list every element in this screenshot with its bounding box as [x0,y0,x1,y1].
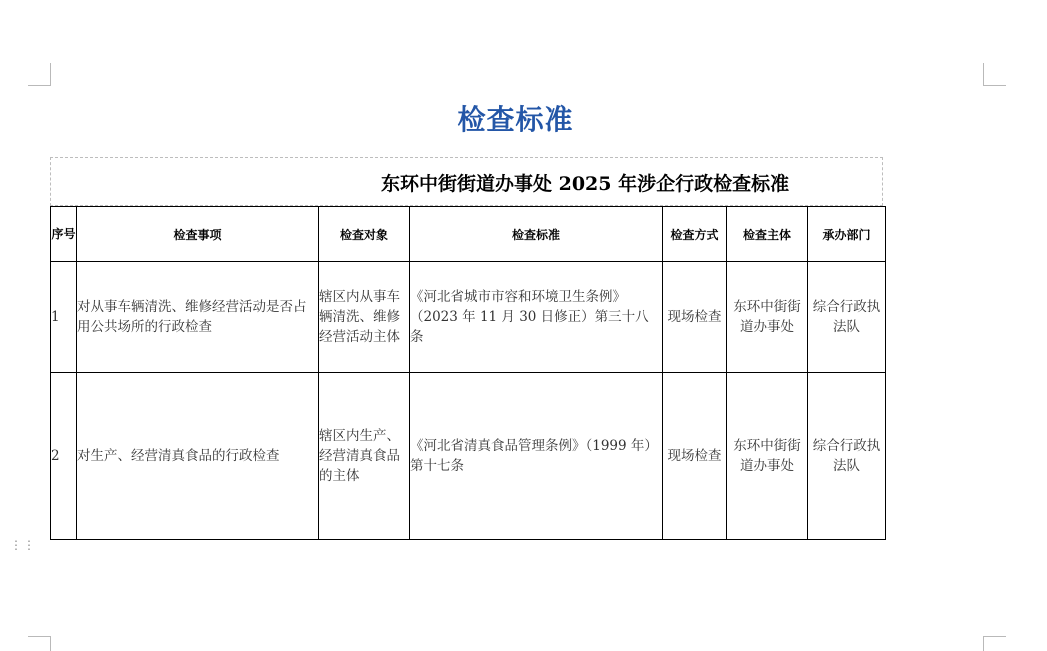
header-subject[interactable]: 检查主体 [727,207,808,262]
table-caption: 东环中街街道办事处 2025 年涉企行政检查标准 [381,173,790,195]
page-corner-mark-top-left [28,63,51,86]
cell-subject[interactable]: 东环中街街道办事处 [727,373,808,540]
inspection-standards-table[interactable] [50,206,886,540]
header-item[interactable]: 检查事项 [77,207,319,262]
page-corner-mark-top-right [983,63,1006,86]
table-header-row [51,207,886,262]
cell-item[interactable]: 对生产、经营清真食品的行政检查 [77,373,319,540]
header-standard[interactable]: 检查标准 [410,207,663,262]
cell-department[interactable]: 综合行政执法队 [808,262,886,373]
cell-object[interactable]: 辖区内生产、经营清真食品的主体 [319,373,410,540]
header-department[interactable]: 承办部门 [808,207,886,262]
table-move-handle-icon[interactable]: ⋮⋮ [10,538,36,552]
cell-seq[interactable]: 1 [51,262,77,373]
cell-method[interactable]: 现场检查 [663,262,727,373]
cell-object[interactable]: 辖区内从事车辆清洗、维修经营活动主体 [319,262,410,373]
cell-department[interactable]: 综合行政执法队 [808,373,886,540]
cell-standard[interactable]: 《河北省清真食品管理条例》（1999 年） 第十七条 [410,373,663,540]
cell-item[interactable]: 对从事车辆清洗、维修经营活动是否占用公共场所的行政检查 [77,262,319,373]
table-row [51,262,886,373]
table-caption-box[interactable] [50,157,883,206]
cell-seq[interactable]: 2 [51,373,77,540]
cell-subject[interactable]: 东环中街街道办事处 [727,262,808,373]
page-corner-mark-bottom-left [28,636,51,651]
header-method[interactable]: 检查方式 [663,207,727,262]
page-corner-mark-bottom-right [983,636,1006,651]
table-row [51,373,886,540]
document-title: 检查标准 [457,103,574,136]
header-seq[interactable]: 序号 [51,207,77,262]
cell-method[interactable]: 现场检查 [663,373,727,540]
header-object[interactable]: 检查对象 [319,207,410,262]
cell-standard[interactable]: 《河北省城市市容和环境卫生条例》（2023 年 11 月 30 日修正）第三十八条 [410,262,663,373]
